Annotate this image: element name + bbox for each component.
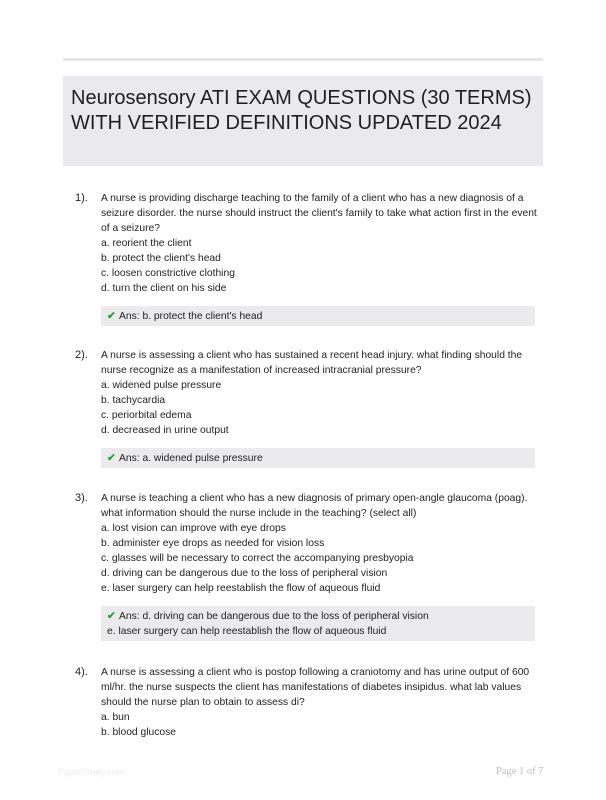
question-text: A nurse is assessing a client who has sustained a recent head injury. what finding should the nurse recognize as a manifestation of increased intracranial pressure?: [101, 350, 523, 376]
option-c: c. glasses will be necessary to correct the accompanying presbyopia: [101, 553, 414, 564]
option-a: a. lost vision can improve with eye drops: [101, 523, 286, 534]
option-d: d. driving can be dangerous due to the loss of peripheral vision: [101, 568, 388, 579]
watermark: PaperStudy.com: [58, 767, 124, 777]
question-3: [75, 491, 545, 641]
answer-box: [101, 606, 535, 641]
question-4: [75, 665, 545, 740]
question-text: A nurse is teaching a client who has a new diagnosis of primary open-angle glaucoma (poag). what information should the nurse include in the teaching? (select all): [101, 493, 528, 519]
top-rule: [63, 58, 543, 61]
option-c: c. loosen constrictive clothing: [101, 268, 235, 279]
answer-box: [101, 448, 535, 468]
option-b: b. administer eye drops as needed for vision loss: [101, 538, 325, 549]
question-number: 1).: [75, 192, 88, 204]
question-2: [75, 348, 545, 468]
option-e: e. laser surgery can help reestablish the flow of aqueous fluid: [101, 583, 381, 594]
option-a: a. reorient the client: [101, 238, 192, 249]
option-a: a. bun: [101, 712, 130, 723]
checkmark-icon: ✔: [107, 311, 116, 322]
page-title: Neurosensory ATI EXAM QUESTIONS (30 TERMS) WITH VERIFIED DEFINITIONS UPDATED 2024: [71, 87, 532, 134]
option-b: b. protect the client's head: [101, 253, 221, 264]
title-box: [63, 76, 543, 166]
option-d: d. turn the client on his side: [101, 283, 227, 294]
question-text: A nurse is assessing a client who is postop following a craniotomy and has urine output of 600 ml/hr. the nurse suspects the client has manifestations of diabetes insipidus. what lab values should the nurse plan to obtain to assess di?: [101, 667, 530, 708]
option-d: d. decreased in urine output: [101, 425, 229, 436]
question-1: [75, 191, 545, 326]
question-text: A nurse is providing discharge teaching to the family of a client who has a new diagnosis of a seizure disorder. the nurse should instruct the client's family to take what action first in the event of a seizure?: [101, 193, 537, 234]
answer-text: Ans: a. widened pulse pressure: [119, 453, 263, 464]
question-number: 3).: [75, 492, 88, 504]
page-number: Page 1 of 7: [496, 766, 544, 777]
answer-box: [101, 306, 535, 326]
option-c: c. periorbital edema: [101, 410, 192, 421]
checkmark-icon: ✔: [107, 611, 116, 622]
answer-text-continued: e. laser surgery can help reestablish the flow of aqueous fluid: [107, 626, 387, 637]
option-b: b. tachycardia: [101, 395, 166, 406]
question-number: 2).: [75, 349, 88, 361]
answer-text: Ans: d. driving can be dangerous due to the loss of peripheral vision: [119, 611, 429, 622]
answer-text: Ans: b. protect the client's head: [119, 311, 263, 322]
question-number: 4).: [75, 666, 88, 678]
checkmark-icon: ✔: [107, 453, 116, 464]
option-b: b. blood glucose: [101, 727, 176, 738]
option-a: a. widened pulse pressure: [101, 380, 222, 391]
